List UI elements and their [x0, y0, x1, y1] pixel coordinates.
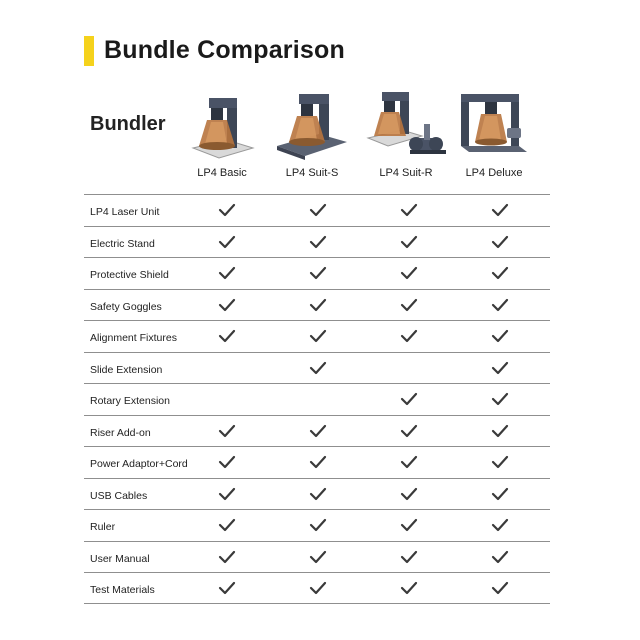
included-cell	[490, 422, 510, 440]
included-cell	[399, 296, 419, 314]
check-icon	[399, 485, 419, 503]
check-icon	[399, 233, 419, 251]
check-icon	[399, 453, 419, 471]
check-icon	[399, 296, 419, 314]
included-cell	[490, 548, 510, 566]
check-icon	[217, 233, 237, 251]
check-icon	[490, 264, 510, 282]
row-label: Slide Extension	[90, 363, 163, 376]
check-icon	[308, 453, 328, 471]
included-cell	[399, 327, 419, 345]
check-icon	[399, 516, 419, 534]
check-icon	[490, 296, 510, 314]
check-icon	[217, 516, 237, 534]
check-icon	[308, 264, 328, 282]
included-cell	[308, 422, 328, 440]
product-name: LP4 Suit-S	[285, 167, 339, 179]
row-label: Protective Shield	[90, 269, 169, 281]
included-cell	[217, 516, 237, 534]
included-cell	[490, 233, 510, 251]
row-label: Safety Goggles	[90, 300, 162, 313]
check-icon	[490, 359, 510, 377]
table-row	[84, 352, 550, 384]
product-column-lp4-suit-s	[270, 88, 354, 184]
included-cell	[490, 327, 510, 345]
included-cell	[399, 485, 419, 503]
included-cell	[217, 296, 237, 314]
check-icon	[217, 296, 237, 314]
included-cell	[217, 422, 237, 440]
product-name: LP4 Basic	[197, 167, 247, 179]
check-icon	[490, 233, 510, 251]
table-row	[84, 320, 550, 352]
check-icon	[308, 422, 328, 440]
included-cell	[308, 579, 328, 597]
table-row	[84, 541, 550, 573]
table-row	[84, 257, 550, 289]
included-cell	[490, 264, 510, 282]
check-icon	[217, 422, 237, 440]
included-cell	[308, 359, 328, 377]
included-cell	[399, 579, 419, 597]
check-icon	[217, 485, 237, 503]
included-cell	[308, 296, 328, 314]
row-label: Alignment Fixtures	[90, 332, 177, 344]
included-cell	[490, 201, 510, 219]
check-icon	[308, 233, 328, 251]
included-cell	[490, 516, 510, 534]
included-cell	[308, 201, 328, 219]
check-icon	[217, 201, 237, 219]
included-cell	[399, 264, 419, 282]
included-cell	[308, 390, 328, 408]
check-icon	[217, 327, 237, 345]
included-cell	[399, 453, 419, 471]
check-icon	[490, 201, 510, 219]
included-cell	[217, 579, 237, 597]
bundler-label: Bundler	[90, 113, 166, 135]
product-column-lp4-deluxe	[452, 88, 536, 184]
lp4-basic-product-icon	[187, 88, 257, 162]
page-title: Bundle Comparison	[104, 36, 345, 64]
row-label: Power Adaptor+Cord	[90, 458, 188, 470]
title-accent-bar	[84, 36, 94, 66]
row-label: Electric Stand	[90, 237, 155, 250]
included-cell	[490, 296, 510, 314]
included-cell	[399, 422, 419, 440]
included-cell	[399, 201, 419, 219]
check-icon	[217, 453, 237, 471]
check-icon	[308, 516, 328, 534]
check-icon	[490, 485, 510, 503]
product-column-lp4-suit-r	[364, 88, 448, 184]
included-cell	[399, 359, 419, 377]
check-icon	[490, 453, 510, 471]
row-label: LP4 Laser Unit	[90, 206, 160, 218]
check-icon	[490, 327, 510, 345]
table-row	[84, 194, 550, 226]
table-row	[84, 478, 550, 510]
check-icon	[308, 327, 328, 345]
included-cell	[217, 359, 237, 377]
table-row	[84, 572, 550, 604]
included-cell	[308, 233, 328, 251]
included-cell	[308, 453, 328, 471]
check-icon	[217, 264, 237, 282]
table-row	[84, 226, 550, 258]
included-cell	[217, 485, 237, 503]
included-cell	[308, 264, 328, 282]
table-row	[84, 383, 550, 415]
included-cell	[490, 579, 510, 597]
included-cell	[308, 327, 328, 345]
included-cell	[490, 390, 510, 408]
table-row	[84, 509, 550, 541]
table-row	[84, 446, 550, 478]
check-icon	[308, 296, 328, 314]
row-label: User Manual	[90, 552, 150, 565]
check-icon	[490, 516, 510, 534]
check-icon	[399, 264, 419, 282]
check-icon	[490, 390, 510, 408]
row-label: Test Materials	[90, 584, 155, 596]
check-icon	[399, 548, 419, 566]
check-icon	[490, 548, 510, 566]
included-cell	[490, 485, 510, 503]
comparison-table	[84, 194, 550, 604]
row-label: Riser Add-on	[90, 426, 151, 439]
check-icon	[399, 201, 419, 219]
included-cell	[308, 548, 328, 566]
included-cell	[308, 485, 328, 503]
included-cell	[217, 233, 237, 251]
check-icon	[217, 548, 237, 566]
included-cell	[217, 548, 237, 566]
check-icon	[399, 579, 419, 597]
row-label: USB Cables	[90, 489, 148, 502]
included-cell	[490, 359, 510, 377]
check-icon	[399, 327, 419, 345]
included-cell	[399, 516, 419, 534]
included-cell	[399, 390, 419, 408]
product-column-lp4-basic	[180, 88, 264, 184]
included-cell	[217, 453, 237, 471]
check-icon	[399, 390, 419, 408]
included-cell	[399, 233, 419, 251]
table-row	[84, 289, 550, 321]
included-cell	[217, 264, 237, 282]
included-cell	[217, 390, 237, 408]
check-icon	[490, 422, 510, 440]
check-icon	[490, 579, 510, 597]
check-icon	[308, 579, 328, 597]
product-name: LP4 Deluxe	[465, 167, 523, 179]
included-cell	[490, 453, 510, 471]
included-cell	[217, 327, 237, 345]
included-cell	[217, 201, 237, 219]
product-name: LP4 Suit-R	[379, 167, 433, 179]
lp4-suit-s-product-icon	[275, 88, 349, 162]
check-icon	[217, 579, 237, 597]
check-icon	[308, 548, 328, 566]
check-icon	[308, 485, 328, 503]
check-icon	[308, 201, 328, 219]
row-label: Ruler	[90, 521, 116, 533]
check-icon	[399, 422, 419, 440]
row-label: Rotary Extension	[90, 395, 170, 407]
lp4-suit-r-product-icon	[366, 88, 446, 162]
table-row	[84, 415, 550, 447]
included-cell	[399, 548, 419, 566]
check-icon	[308, 359, 328, 377]
included-cell	[308, 516, 328, 534]
lp4-deluxe-product-icon	[457, 88, 531, 162]
